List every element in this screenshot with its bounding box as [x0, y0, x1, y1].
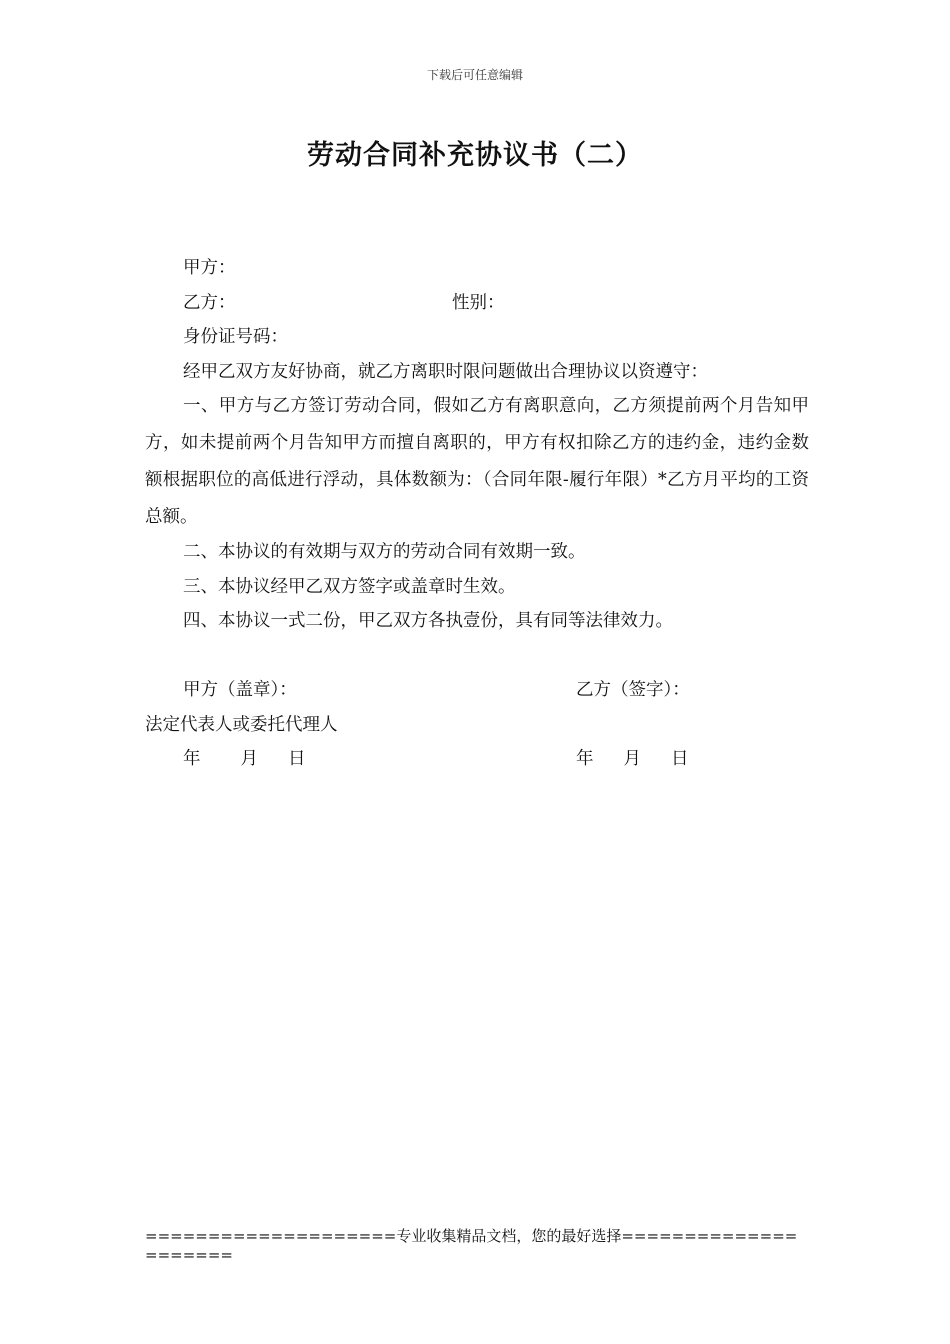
party-a-label: 甲方：	[183, 258, 236, 278]
date-day: 日	[288, 749, 306, 769]
clause-4: 四、本协议一式二份，甲乙双方各执壹份，具有同等法律效力。	[183, 611, 673, 631]
party-b-sign-label: 乙方（签字）：	[576, 680, 690, 700]
header-note: 下载后可任意编辑	[426, 68, 523, 82]
clause-3: 三、本协议经甲乙双方签字或盖章时生效。	[183, 577, 516, 597]
party-a-seal-label: 甲方（盖章）：	[183, 680, 297, 700]
date-year: 年	[183, 749, 201, 769]
party-a-date	[183, 747, 306, 771]
clause-1: 一、甲方与乙方签订劳动合同，假如乙方有离职意向，乙方须提前两个月告知甲方，如未提前两个月告知甲方而擅自离职的，甲方有权扣除乙方的违约金，违约金数额根据职位的高低进行浮动，具体数额为：（合同年限-履行年限）*乙方月平均的工资总额。	[145, 396, 809, 527]
date-month: 月	[240, 749, 258, 769]
gender-label: 性别：	[452, 293, 505, 313]
clause-2: 二、本协议的有效期与双方的劳动合同有效期一致。	[183, 542, 586, 562]
id-number-label: 身份证号码：	[183, 327, 288, 347]
document-title: 劳动合同补充协议书（二）	[307, 140, 643, 171]
footer-note: ====================专业收集精品文档，您的最好选择=====================	[145, 1227, 798, 1264]
date-year: 年	[576, 749, 594, 769]
party-b-label: 乙方：	[183, 293, 236, 313]
representative-label: 法定代表人或委托代理人	[145, 715, 338, 735]
party-b-date	[576, 747, 689, 771]
date-day: 日	[671, 749, 689, 769]
date-month: 月	[623, 749, 641, 769]
intro-paragraph: 经甲乙双方友好协商，就乙方离职时限问题做出合理协议以资遵守：	[183, 362, 708, 382]
